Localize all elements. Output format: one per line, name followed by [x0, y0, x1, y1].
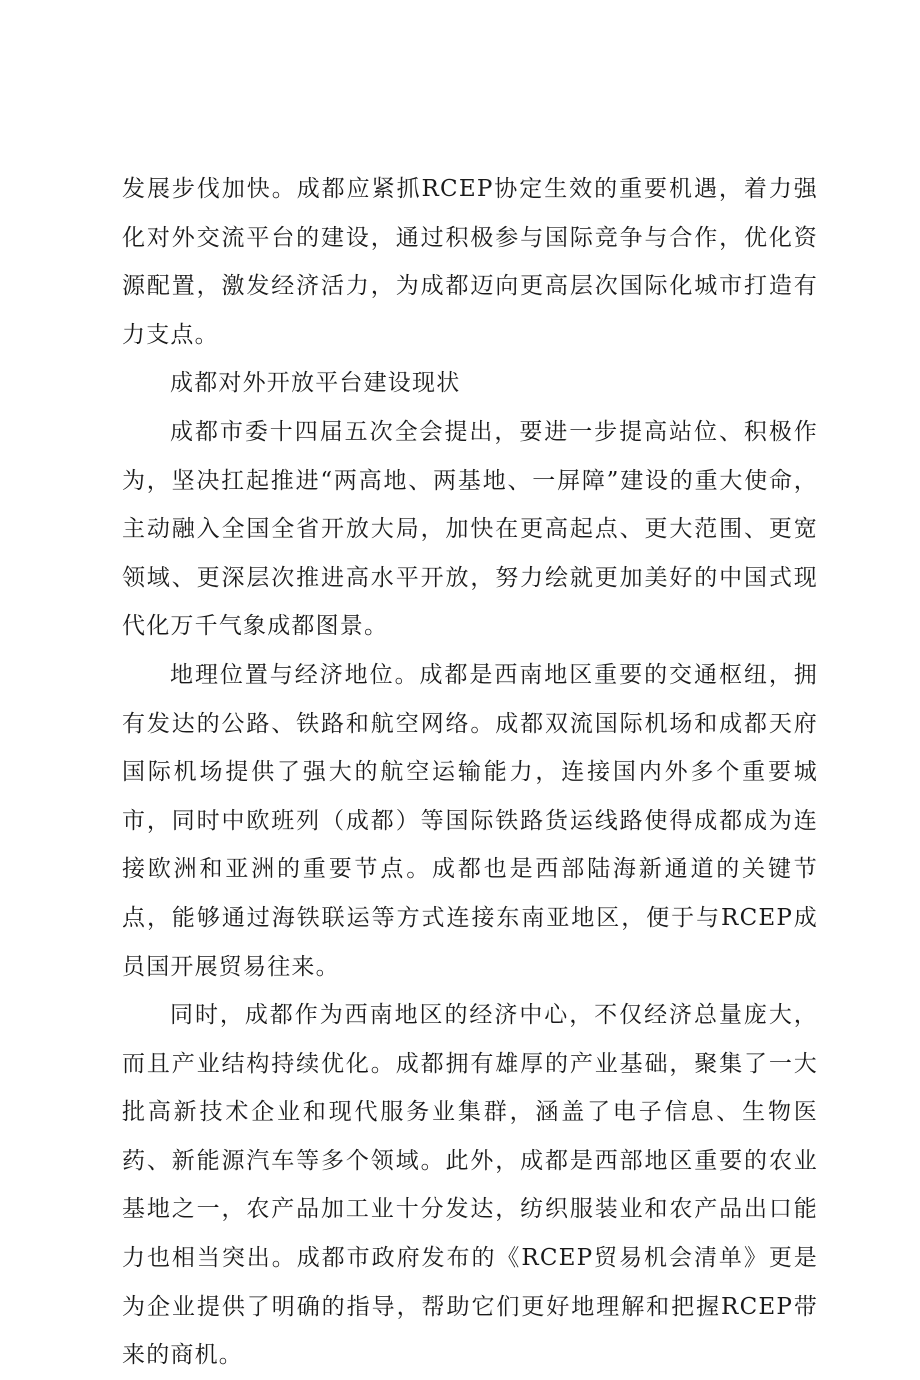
section-heading: 成都对外开放平台建设现状 — [170, 370, 461, 397]
document-body — [122, 165, 818, 1380]
paragraph-plenary-session: 成都市委十四届五次全会提出，要进一步提高站位、积极作为，坚决扛起推进“两高地、两基地、一屏障”建设的重大使命，主动融入全国全省开放大局，加快在更高起点、更大范围、更宽领域、更深层次推进高水平开放，努力绘就更加美好的中国式现代化万千气象成都图景。 — [122, 418, 818, 640]
paragraph-economic-center: 同时，成都作为西南地区的经济中心，不仅经济总量庞大，而且产业结构持续优化。成都拥有雄厚的产业基础，聚集了一大批高新技术企业和现代服务业集群，涵盖了电子信息、生物医药、新能源汽车等多个领域。此外，成都是西部地区重要的农业基地之一，农产品加工业十分发达，纺织服装业和农产品出口能力也相当突出。成都市政府发布的《RCEP贸易机会清单》更是为企业提供了明确的指导，帮助它们更好地理解和把握RCEP带来的商机。 — [122, 1002, 818, 1369]
paragraph-continuation: 发展步伐加快。成都应紧抓RCEP协定生效的重要机遇，着力强化对外交流平台的建设，通过积极参与国际竞争与合作，优化资源配置，激发经济活力，为成都迈向更高层次国际化城市打造有力支点。 — [122, 176, 818, 348]
paragraph-geography-economy: 地理位置与经济地位。成都是西南地区重要的交通枢纽，拥有发达的公路、铁路和航空网络。成都双流国际机场和成都天府国际机场提供了强大的航空运输能力，连接国内外多个重要城市，同时中欧班列（成都）等国际铁路货运线路使得成都成为连接欧洲和亚洲的重要节点。成都也是西部陆海新通道的关键节点，能够通过海铁联运等方式连接东南亚地区，便于与RCEP成员国开展贸易往来。 — [122, 661, 818, 980]
